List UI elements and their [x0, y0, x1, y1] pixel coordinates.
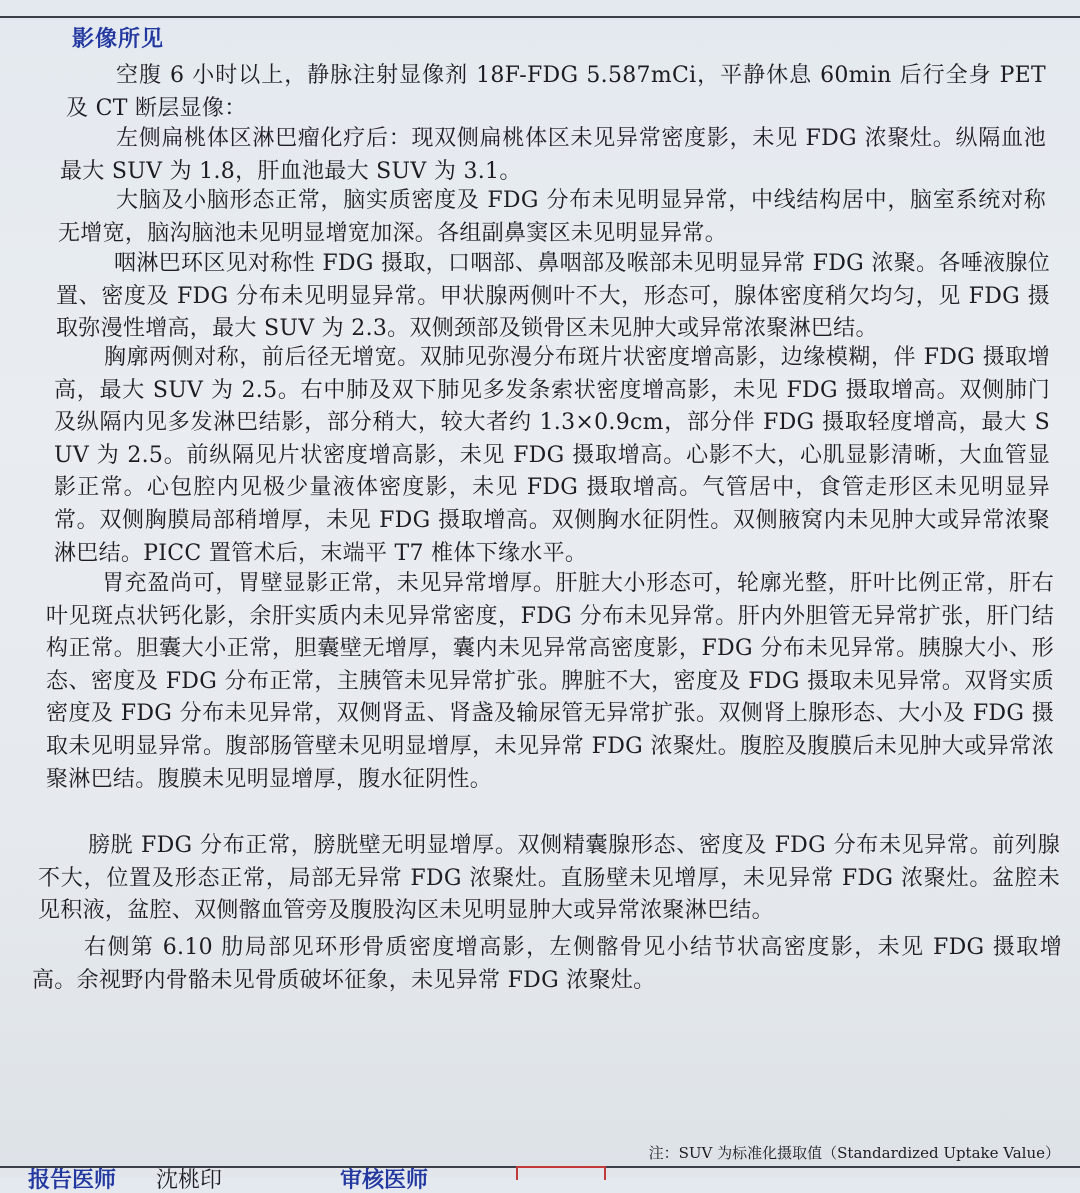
- paragraph-pelvis: 膀胱 FDG 分布正常，膀胱壁无明显增厚。双侧精囊腺形态、密度及 FDG 分布未见异常。前列腺不大，位置及形态正常，局部无异常 FDG 浓聚灶。直肠壁未见增厚，未见异常 FDG 浓聚灶。盆腔未见积液，盆腔、双侧髂血管旁及腹股沟区未见明显肿大或异常浓聚淋巴结。: [38, 833, 1060, 924]
- report-physician-label: 报告医师: [28, 1168, 117, 1193]
- paragraph-brain: 大脑及小脑形态正常，脑实质密度及 FDG 分布未见明显异常，中线结构居中，脑室系统对称无增宽，脑沟脑池未见明显增宽加深。各组副鼻窦区未见明显异常。: [58, 188, 1046, 246]
- paragraph-tonsil: 左侧扁桃体区淋巴瘤化疗后：现双侧扁桃体区未见异常密度影，未见 FDG 浓聚灶。纵隔血池最大 SUV 为 1.8，肝血池最大 SUV 为 3.1。: [60, 126, 1046, 184]
- report-physician-name: 沈桃印: [156, 1168, 223, 1193]
- section-heading: 影像所见: [72, 27, 165, 52]
- signature-stamp: [516, 1166, 606, 1180]
- paragraph-bone: 右侧第 6.10 肋局部见环形骨质密度增高影，左侧髂骨见小结节状高密度影，未见 FDG 摄取增高。余视野内骨骼未见骨质破坏征象，未见异常 FDG 浓聚灶。: [32, 935, 1062, 993]
- paragraph-scan-protocol: 空腹 6 小时以上，静脉注射显像剂 18F-FDG 5.587mCi，平静休息 60min 后行全身 PET 及 CT 断层显像：: [66, 63, 1046, 121]
- paragraph-chest: 胸廓两侧对称，前后径无增宽。双肺见弥漫分布斑片状密度增高影，边缘模糊，伴 FDG 摄取增高，最大 SUV 为 2.5。右中肺及双下肺见多发条索状密度增高影，未见 FDG 摄取增高。双侧肺门及纵隔内见多发淋巴结影，部分稍大，较大者约 1.3×0.9cm，部分伴 FDG 摄取轻度增高，最大 SUV 为 2.5。前纵隔见片状密度增高影，未见 FDG 摄取增高。心影不大，心肌显影清晰，大血管显影正常。心包腔内见极少量液体密度影，未见 FDG 摄取增高。气管居中，食管走形区未见明显异常。双侧胸膜局部稍增厚，未见 FDG 摄取增高。双侧胸水征阴性。双侧腋窝内未见肿大或异常浓聚淋巴结。PICC 置管术后，末端平 T7 椎体下缘水平。: [54, 345, 1050, 566]
- review-physician-label: 审核医师: [340, 1168, 429, 1193]
- paragraph-abdomen: 胃充盈尚可，胃壁显影正常，未见异常增厚。肝脏大小形态可，轮廓光整，肝叶比例正常，肝右叶见斑点状钙化影，余肝实质内未见异常密度，FDG 分布未见异常。肝内外胆管无异常扩张，肝门结构正常。胆囊大小正常，胆囊壁无增厚，囊内未见异常高密度影，FDG 分布未见异常。胰腺大小、形态、密度及 FDG 分布正常，主胰管未见异常扩张。脾脏不大，密度及 FDG 摄取未见异常。双肾实质密度及 FDG 分布未见异常，双侧肾盂、肾盏及输尿管无异常扩张。双侧肾上腺形态、大小及 FDG 摄取未见明显异常。腹部肠管壁未见明显增厚，未见异常 FDG 浓聚灶。腹腔及腹膜后未见肿大或异常浓聚淋巴结。腹膜未见明显增厚，腹水征阴性。: [46, 571, 1054, 792]
- suv-footnote: 注：SUV 为标准化摄取值（Standardized Uptake Value）: [648, 1144, 1060, 1162]
- paragraph-neck: 咽淋巴环区见对称性 FDG 摄取，口咽部、鼻咽部及喉部未见明显异常 FDG 浓聚。各唾液腺位置、密度及 FDG 分布未见明显异常。甲状腺两侧叶不大，形态可，腺体密度稍欠均匀，见 FDG 摄取弥漫性增高，最大 SUV 为 2.3。双侧颈部及锁骨区未见肿大或异常浓聚淋巴结。: [56, 251, 1050, 342]
- top-rule: [0, 16, 1080, 18]
